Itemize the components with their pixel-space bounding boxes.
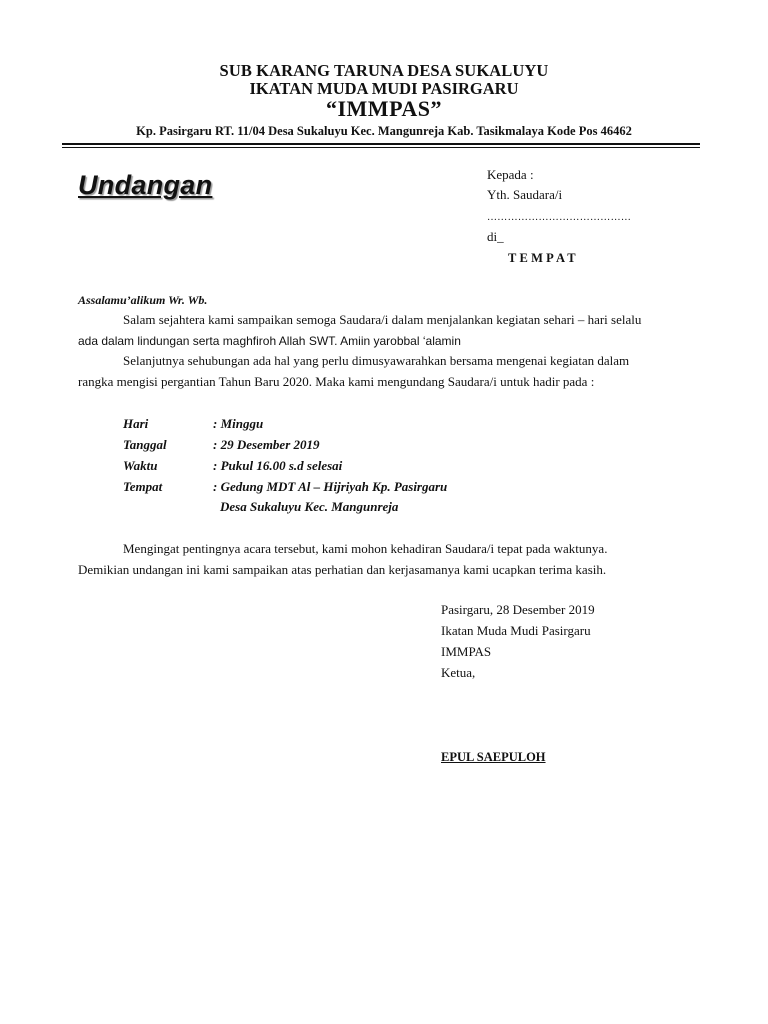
org-line-1: SUB KARANG TARUNA DESA SUKALUYU [219,61,549,80]
event-tanggal-value: : 29 Desember 2019 [213,437,320,452]
paragraph-1-line-2: ada dalam lindungan serta maghfiroh Allah SWT. Amiin yarobbal ‘alamin [78,334,461,348]
letter-title: Undangan [78,170,213,200]
recipient-blank-line: …………………………………… [487,212,632,223]
paragraph-1-line-1: Salam sejahtera kami sampaikan semoga Saudara/i dalam menjalankan kegiatan sehari – hari selalu [123,312,642,327]
signature-name: EPUL SAEPULOH [441,750,546,764]
event-tempat-label: Tempat [123,479,163,494]
org-address: Kp. Pasirgaru RT. 11/04 Desa Sukaluyu Kec. Mangunreja Kab. Tasikmalaya Kode Pos 46462 [136,124,632,138]
event-tanggal-label: Tanggal [123,437,167,452]
recipient-kepada: Kepada : [487,167,534,182]
greeting: Assalamu’alikum Wr. Wb. [78,293,208,307]
paragraph-3-line-1: Mengingat pentingnya acara tersebut, kami mohon kehadiran Saudara/i tepat pada waktunya. [123,541,608,556]
letterhead-divider-thick [62,143,700,145]
org-name: “IMMPAS” [325,96,443,121]
signature-place-date: Pasirgaru, 28 Desember 2019 [441,602,595,617]
paragraph-2-line-1: Selanjutnya sehubungan ada hal yang perlu dimusyawarahkan bersama mengenai kegiatan dalam [123,353,630,368]
signature-organization: Ikatan Muda Mudi Pasirgaru [441,623,591,638]
letterhead-divider-thin [62,147,700,148]
recipient-di: di_ [487,229,504,244]
org-line-2: IKATAN MUDA MUDI PASIRGARU [249,79,519,98]
signature-abbreviation: IMMPAS [441,644,492,659]
paragraph-3-line-2: Demikian undangan ini kami sampaikan atas perhatian dan kerjasamanya kami ucapkan terima kasih. [78,562,607,577]
signature-role: Ketua, [441,665,476,680]
event-hari-value: : Minggu [213,416,264,431]
event-waktu-label: Waktu [123,458,158,473]
event-hari-label: Hari [123,416,149,431]
event-tempat-value-line-2: Desa Sukaluyu Kec. Mangunreja [220,499,399,514]
recipient-yth: Yth. Saudara/i [487,187,563,202]
paragraph-2-line-2: rangka mengisi pergantian Tahun Baru 2020. Maka kami mengundang Saudara/i untuk hadir pada : [78,374,595,389]
event-waktu-value: : Pukul 16.00 s.d selesai [213,458,343,473]
recipient-tempat: TEMPAT [508,251,579,265]
event-tempat-value: : Gedung MDT Al – Hijriyah Kp. Pasirgaru [213,479,448,494]
